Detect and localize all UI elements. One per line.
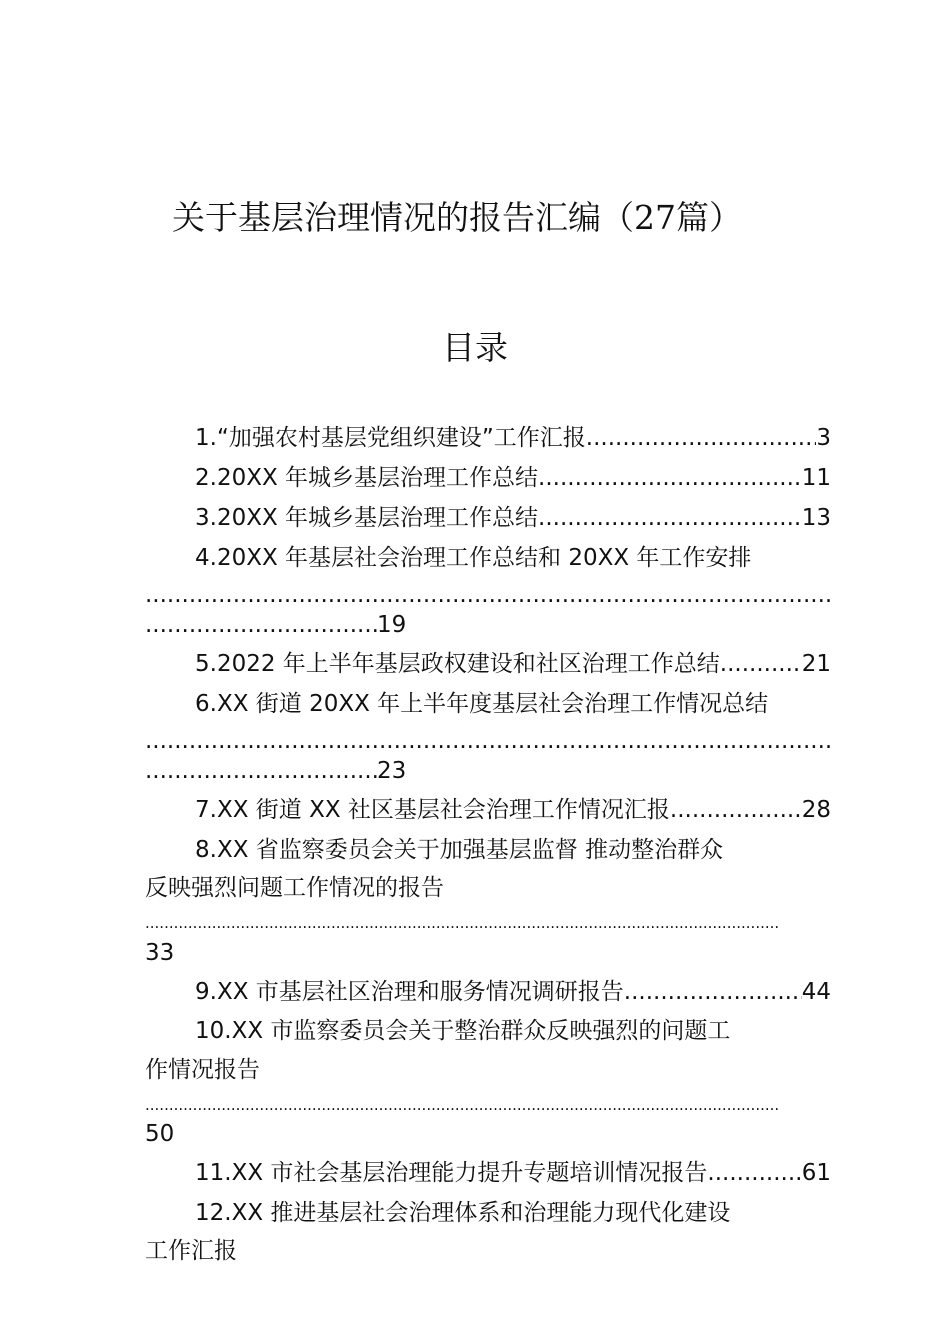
toc-entry-6[interactable]: 6.XX 街道 20XX 年上半年度基层社会治理工作情况总结 <box>195 691 769 717</box>
toc-entry-6-page-line[interactable] <box>145 756 831 786</box>
toc-entry-title: 5.2022 年上半年基层政权建设和社区治理工作总结 <box>195 651 720 677</box>
toc-entry-10[interactable]: 10.XX 市监察委员会关于整治群众反映强烈的问题工 <box>195 1018 731 1044</box>
toc-entry-12-line2[interactable]: 工作汇报 <box>145 1238 237 1264</box>
toc-leader-dots <box>145 726 831 756</box>
toc-entry-page: 19 <box>377 612 407 638</box>
toc-entry-11[interactable] <box>145 1158 831 1188</box>
toc-entry-2[interactable] <box>145 463 831 493</box>
toc-leader-dots <box>145 580 831 610</box>
toc-heading: 目录 <box>442 328 508 367</box>
toc-entry-8[interactable]: 8.XX 省监察委员会关于加强基层监督 推动整治群众 <box>195 837 724 863</box>
toc-entry-page: 23 <box>377 758 407 784</box>
toc-entry-title: 3.20XX 年城乡基层治理工作总结 <box>195 505 539 531</box>
toc-leader-dots <box>145 610 377 640</box>
toc-entry-8-line2[interactable]: 反映强烈问题工作情况的报告 <box>145 875 444 901</box>
toc-entry-1[interactable] <box>145 423 831 453</box>
toc-leader-dots <box>624 977 802 1007</box>
toc-entry-12[interactable]: 12.XX 推进基层社会治理体系和治理能力现代化建设 <box>195 1200 731 1226</box>
toc-leader-dots <box>145 756 377 786</box>
toc-entry-page: 11 <box>801 465 831 491</box>
toc-entry-title: 11.XX 市社会基层治理能力提升专题培训情况报告 <box>195 1160 708 1186</box>
toc-entry-9[interactable] <box>145 977 831 1007</box>
toc-entry-7[interactable] <box>145 795 831 825</box>
toc-entry-page: 3 <box>816 425 831 451</box>
toc-entry-5[interactable] <box>145 649 831 679</box>
toc-leader-dots <box>145 1090 779 1120</box>
toc-entry-page: 61 <box>801 1160 831 1186</box>
toc-entry-4-page-line[interactable] <box>145 610 831 640</box>
toc-leader-dots <box>538 503 802 533</box>
toc-entry-title: 9.XX 市基层社区治理和服务情况调研报告 <box>195 979 624 1005</box>
toc-entry-title: 7.XX 街道 XX 社区基层社会治理工作情况汇报 <box>195 797 670 823</box>
toc-leader-dots <box>707 1158 801 1188</box>
toc-entry-page: 50 <box>145 1121 175 1147</box>
toc-leader-dots <box>586 423 817 453</box>
toc-entry-page: 44 <box>801 979 831 1005</box>
toc-leader-dots <box>720 649 802 679</box>
toc-entry-title: 1.“加强农村基层党组织建设”工作汇报 <box>195 425 586 451</box>
toc-entry-page: 13 <box>801 505 831 531</box>
toc-entry-10-line2[interactable]: 作情况报告 <box>145 1057 260 1083</box>
toc-entry-page: 33 <box>145 940 175 966</box>
toc-entry-page: 21 <box>801 651 831 677</box>
toc-leader-dots <box>145 908 779 938</box>
document-title: 关于基层治理情况的报告汇编（27篇） <box>172 198 742 237</box>
toc-entry-title: 2.20XX 年城乡基层治理工作总结 <box>195 465 539 491</box>
toc-entry-3[interactable] <box>145 503 831 533</box>
toc-entry-4[interactable]: 4.20XX 年基层社会治理工作总结和 20XX 年工作安排 <box>195 545 752 571</box>
toc-leader-dots <box>670 795 802 825</box>
toc-leader-dots <box>538 463 802 493</box>
toc-entry-page: 28 <box>801 797 831 823</box>
